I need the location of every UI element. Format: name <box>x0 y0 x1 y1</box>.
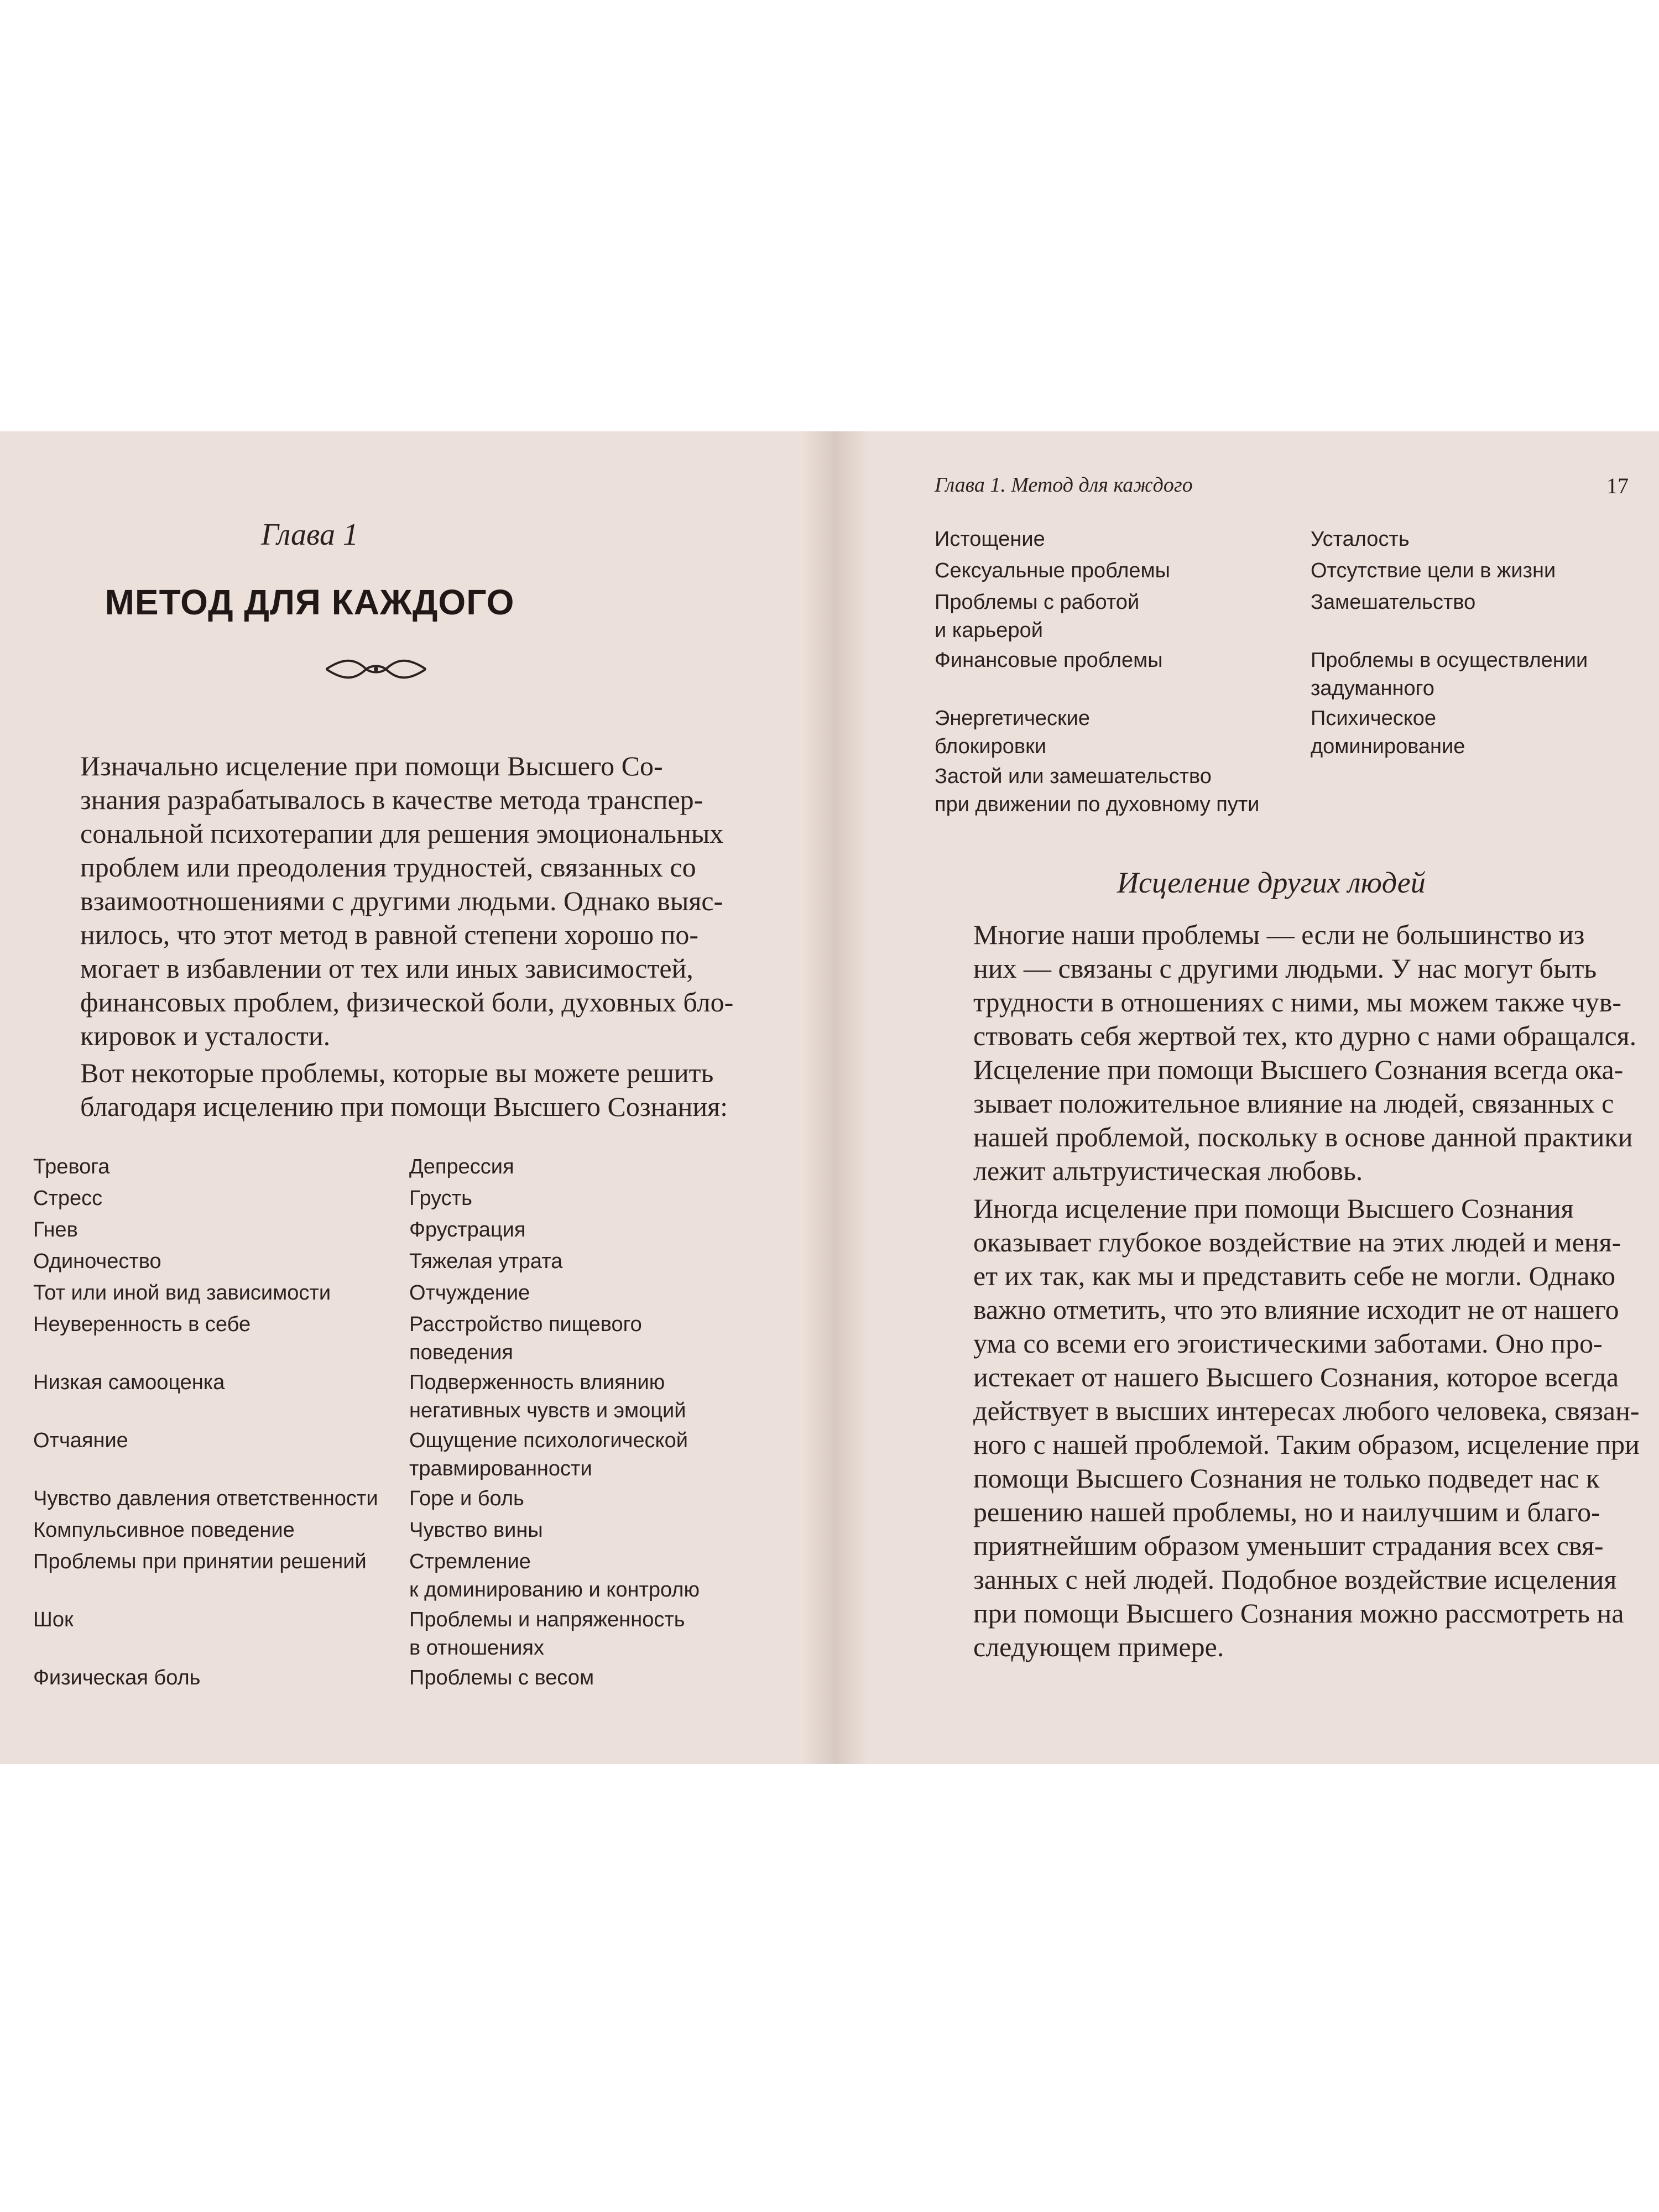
chapter-title: МЕТОД ДЛЯ КАЖДОГО <box>105 582 515 622</box>
list-item: Чувство давления ответственности <box>33 1487 378 1510</box>
list-item: Усталость <box>1311 528 1410 551</box>
lead-paragraph: Вот некоторые проблемы, которые вы можете решить благодаря исцелению при помощи Высшего Сознания: <box>80 1057 728 1122</box>
list-item: Застой или замешательство при движении по духовному пути <box>935 765 1260 816</box>
right-page <box>835 431 1659 1764</box>
list-item: Тревога <box>33 1155 110 1178</box>
list-item: Стресс <box>33 1187 103 1210</box>
list-item: Грусть <box>409 1187 472 1210</box>
running-head: Глава 1. Метод для каждого <box>935 473 1193 497</box>
list-item: Проблемы при принятии решений <box>33 1550 367 1573</box>
list-item: Тот или иной вид зависимости <box>33 1281 331 1305</box>
problems-list-right <box>935 525 1631 824</box>
body-paragraph-2: Иногда исцеление при помощи Высшего Сознания оказывает глубокое воздействие на этих людей и меня- ет их так, как мы и представить себе не могли. Однако важно отметить, что это влияние исходит не от нашего ума со всеми его эгоистическими заботами. Оно про- истекает от нашего Высшего Сознания, которое всегда действует в высших интересах любого человека, связан- ного с нашей проблемой. Таким образом, исцеление при помощи Высшего Сознания не только подведет нас к решению нашей проблемы, но и наилучшим и благо- приятнейшим образом уменьшит страдания всех свя- занных с ней людей. Подобное воздействие исцеления при помощи Высшего Сознания можно рассмотреть на следующем примере. <box>973 1193 1640 1662</box>
book-spread <box>0 431 1659 1764</box>
intro-paragraph: Изначально исцеление при помощи Высшего Со- знания разрабатывалось в качестве метода транспер- сональной психотерапии для решения эмоциональных проблем или преодоления трудностей, связанных со взаимоотношениями с другими людьми. Однако выяс- нилось, что этот метод в равной степени хорошо по- могает в избавлении от тех или иных зависимостей, финансовых проблем, физической боли, духовных бло- кировок и усталости. <box>80 750 734 1051</box>
list-item: Тяжелая утрата <box>409 1250 563 1273</box>
list-item: Одиночество <box>33 1250 161 1273</box>
list-item: Горе и боль <box>409 1487 524 1510</box>
list-item: Проблемы с работой и карьерой <box>935 591 1140 642</box>
ornament-flourish-icon <box>321 653 431 686</box>
list-item: Отсутствие цели в жизни <box>1311 559 1556 582</box>
list-item: Ощущение психологической травмированности <box>409 1429 688 1480</box>
list-item: Депрессия <box>409 1155 514 1178</box>
list-item: Стремление к доминированию и контролю <box>409 1550 700 1601</box>
problems-list-left <box>33 1153 796 1695</box>
list-item: Проблемы в осуществлении задуманного <box>1311 649 1588 700</box>
list-item: Шок <box>33 1608 74 1631</box>
section-heading: Исцеление других людей <box>1117 866 1426 899</box>
list-item: Низкая самооценка <box>33 1371 225 1394</box>
list-item: Замешательство <box>1311 591 1476 614</box>
list-item: Финансовые проблемы <box>935 649 1163 672</box>
list-item: Подверженность влиянию негативных чувств и эмоций <box>409 1371 686 1422</box>
list-item: Проблемы с весом <box>409 1666 594 1689</box>
list-item: Компульсивное поведение <box>33 1519 295 1542</box>
list-item: Отчаяние <box>33 1429 128 1452</box>
list-item: Чувство вины <box>409 1519 543 1542</box>
list-item: Сексуальные проблемы <box>935 559 1170 582</box>
list-item: Расстройство пищевого поведения <box>409 1313 642 1364</box>
list-item: Физическая боль <box>33 1666 201 1689</box>
list-item: Фрустрация <box>409 1218 526 1241</box>
list-item: Неуверенность в себе <box>33 1313 251 1336</box>
list-item: Проблемы и напряженность в отношениях <box>409 1608 685 1660</box>
list-item: Психическое доминирование <box>1311 707 1465 758</box>
list-item: Энергетические блокировки <box>935 707 1091 758</box>
chapter-label: Глава 1 <box>261 518 358 552</box>
list-item: Истощение <box>935 528 1045 551</box>
body-paragraph-1: Многие наши проблемы — если не большинство из них — связаны с другими людьми. У нас могут быть трудности в отношениях с ними, мы можем также чув- ствовать себя жертвой тех, кто дурно с нами обращался. Исцеление при помощи Высшего Сознания всегда ока- зывает положительное влияние на людей, связанных с нашей проблемой, поскольку в основе данной практики лежит альтруистическая любовь. <box>973 919 1637 1186</box>
list-item: Отчуждение <box>409 1281 530 1305</box>
page-number: 17 <box>1606 473 1629 498</box>
left-page <box>0 431 824 1764</box>
list-item: Гнев <box>33 1218 78 1241</box>
